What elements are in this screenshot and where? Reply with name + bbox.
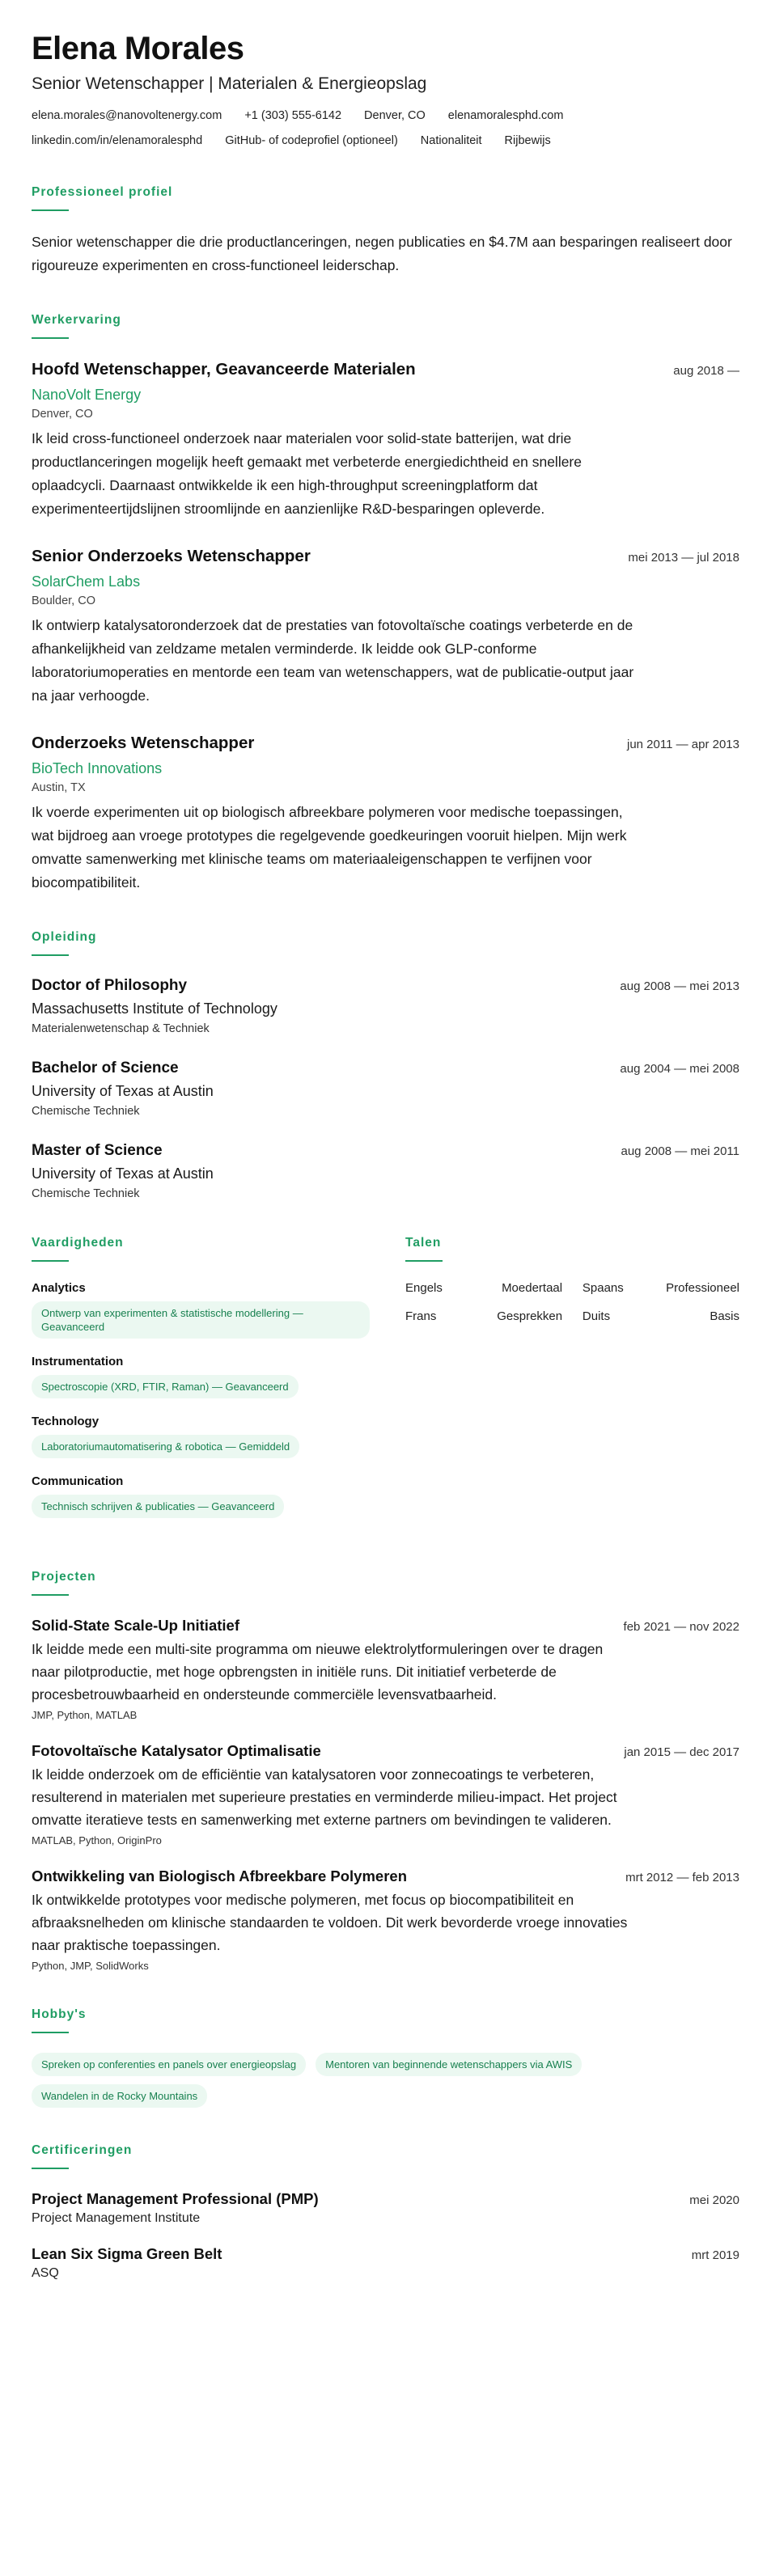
skill-category: Technology xyxy=(32,1415,100,1428)
project-description: Ik leidde onderzoek om de efficiëntie van katalysatoren voor zonnecoatings te verbeteren, resulterend in materialen met superieure prestaties en verminderde milieu-impact. Het project omvatte iteratieve tests en samenwerking met externe partners om bevindingen te valideren. xyxy=(32,1766,617,1828)
section-title-hobbies: Hobby's xyxy=(32,2007,87,2021)
resume-header xyxy=(32,29,739,150)
hobby-chip: Mentoren van beginnende wetenschappers via AWIS xyxy=(316,2053,582,2076)
job-description: Ik voerde experimenten uit op biologisch afbreekbare polymeren voor medische toepassingen, wat bijdroeg aan vroege prototypes die regelgevende goedkeuringen vooruit hielpen. Mijn werk omvatte samenwerking met klinische teams om materiaaleigenschappen te verfijnen voor biocompatibiliteit. xyxy=(32,804,627,890)
job-date: aug 2018 — xyxy=(673,364,739,378)
education-date: aug 2008 — mei 2013 xyxy=(620,979,739,993)
certification-entry xyxy=(32,2244,739,2281)
job-location: Boulder, CO xyxy=(32,594,95,607)
certification-title: Lean Six Sigma Green Belt xyxy=(32,2245,222,2262)
job-company: BioTech Innovations xyxy=(32,760,163,776)
section-divider xyxy=(32,337,69,339)
hobbies-section xyxy=(32,2007,739,2108)
contact-phone[interactable]: +1 (303) 555-6142 xyxy=(244,109,342,122)
education-degree: Master of Science xyxy=(32,1142,163,1159)
certification-entry xyxy=(32,2189,739,2226)
job-location: Austin, TX xyxy=(32,781,86,794)
project-title: Ontwikkeling van Biologisch Afbreekbare Polymeren xyxy=(32,1867,407,1884)
project-tech: MATLAB, Python, OriginPro xyxy=(32,1834,162,1846)
section-title-skills: Vaardigheden xyxy=(32,1236,124,1250)
certification-date: mei 2020 xyxy=(689,2193,739,2207)
education-school: Massachusetts Institute of Technology xyxy=(32,1000,277,1017)
project-title: Fotovoltaïsche Katalysator Optimalisatie xyxy=(32,1742,321,1759)
certification-org: Project Management Institute xyxy=(32,2211,201,2225)
language-row xyxy=(405,1281,739,1295)
section-divider xyxy=(405,1260,443,1262)
skill-group xyxy=(32,1415,370,1458)
project-entry xyxy=(32,1741,739,1846)
language-item xyxy=(405,1309,562,1323)
language-row xyxy=(405,1309,739,1323)
section-divider xyxy=(32,954,69,956)
project-tech: JMP, Python, MATLAB xyxy=(32,1709,138,1721)
job-entry xyxy=(32,545,739,708)
contact-row-primary xyxy=(32,107,739,125)
skill-group xyxy=(32,1355,370,1398)
education-entry xyxy=(32,1140,739,1200)
section-title-projects: Projecten xyxy=(32,1570,96,1584)
education-school: University of Texas at Austin xyxy=(32,1083,214,1099)
skill-chip: Laboratoriumautomatisering & robotica — Gemiddeld xyxy=(32,1435,299,1458)
section-divider xyxy=(32,209,69,211)
job-entry xyxy=(32,358,739,521)
education-school: University of Texas at Austin xyxy=(32,1165,214,1182)
skill-category: Analytics xyxy=(32,1281,86,1295)
job-date: mei 2013 — jul 2018 xyxy=(628,551,739,565)
skills-languages-row xyxy=(32,1236,739,1534)
contact-github[interactable]: GitHub- of codeprofiel (optioneel) xyxy=(225,134,398,147)
profile-section xyxy=(32,185,739,277)
language-name: Duits xyxy=(582,1309,611,1323)
section-title-languages: Talen xyxy=(405,1236,442,1250)
job-date: jun 2011 — apr 2013 xyxy=(627,738,739,751)
language-level: Gesprekken xyxy=(497,1309,563,1323)
hobby-chip: Spreken op conferenties en panels over energieopslag xyxy=(32,2053,306,2076)
skill-group xyxy=(32,1281,370,1339)
language-level: Moedertaal xyxy=(502,1281,563,1295)
project-description: Ik ontwikkelde prototypes voor medische polymeren, met focus op biocompatibiliteit en afbraaksnelheden om klinische standaarden te voldoen. Dit werk bevorderde vroege innovaties naar praktische toepassingen. xyxy=(32,1892,628,1953)
education-date: aug 2008 — mei 2011 xyxy=(621,1144,739,1158)
section-title-profile: Professioneel profiel xyxy=(32,185,173,199)
education-field: Chemische Techniek xyxy=(32,1187,140,1200)
section-divider xyxy=(32,2032,69,2033)
skill-category: Communication xyxy=(32,1474,124,1488)
project-entry xyxy=(32,1615,739,1721)
job-description: Ik ontwierp katalysatoronderzoek dat de prestaties van fotovoltaïsche coatings verbeterde en de afhankelijkheid van zeldzame metalen verminderde. Ik leidde ook GLP-conforme laboratoriumoperaties en mentorde een team van wetenschappers, wat de publicatie-output jaar na jaar verhoogde. xyxy=(32,617,634,704)
certifications-section xyxy=(32,2143,739,2281)
skills-section xyxy=(32,1236,370,1534)
section-title-education: Opleiding xyxy=(32,930,97,944)
job-company: SolarChem Labs xyxy=(32,573,141,590)
education-field: Materialenwetenschap & Techniek xyxy=(32,1022,210,1035)
section-title-experience: Werkervaring xyxy=(32,313,121,327)
education-degree: Doctor of Philosophy xyxy=(32,977,188,994)
language-name: Frans xyxy=(405,1309,437,1323)
job-entry xyxy=(32,732,739,895)
certification-date: mrt 2019 xyxy=(691,2248,739,2262)
contact-email[interactable]: elena.morales@nanovoltenergy.com xyxy=(32,109,222,122)
language-level: Professioneel xyxy=(666,1281,739,1295)
skill-chip: Spectroscopie (XRD, FTIR, Raman) — Geavanceerd xyxy=(32,1375,299,1398)
education-entry xyxy=(32,1058,739,1118)
section-divider xyxy=(32,2168,69,2169)
language-item xyxy=(582,1281,739,1295)
contact-license: Rijbewijs xyxy=(504,134,551,147)
job-company: NanoVolt Energy xyxy=(32,387,142,403)
education-date: aug 2004 — mei 2008 xyxy=(620,1062,739,1076)
contact-nationality: Nationaliteit xyxy=(420,134,482,147)
section-divider xyxy=(32,1260,69,1262)
skill-category: Instrumentation xyxy=(32,1355,124,1368)
project-description: Ik leidde mede een multi-site programma om nieuwe elektrolytformuleringen over te dragen naar pilotproductie, met hoge opbrengsten in initiële runs. Dit initiatief verbeterde de procesbetrouwbaarheid en ondersteunde commerciële levensvatbaarheid. xyxy=(32,1641,604,1703)
hobby-chip: Wandelen in de Rocky Mountains xyxy=(32,2084,207,2108)
experience-section xyxy=(32,313,739,895)
languages-section xyxy=(405,1236,739,1534)
job-description: Ik leid cross-functioneel onderzoek naar materialen voor solid-state batterijen, wat drie productlanceringen mogelijk heeft gemaakt met verbeterde energiedichtheid en snellere oplaadcycli. Daarnaast ontwikkelde ik een high-throughput screeningplatform dat experimenteertijdslijnen stroomlijnde en aanzienlijke R&D-besparingen opleverde. xyxy=(32,430,582,517)
profile-summary: Senior wetenschapper die drie productlanceringen, negen publicaties en $4.7M aan besparingen realiseert door rigoureuze experimenten en cross-functioneel leiderschap. xyxy=(32,234,732,273)
skill-group xyxy=(32,1474,370,1518)
job-title: Senior Onderzoeks Wetenschapper xyxy=(32,547,311,565)
headline: Senior Wetenschapper | Materialen & Energieopslag xyxy=(32,74,427,93)
candidate-name: Elena Morales xyxy=(32,31,244,66)
language-level: Basis xyxy=(710,1309,739,1323)
language-name: Engels xyxy=(405,1281,443,1295)
language-item xyxy=(582,1309,739,1323)
education-entry xyxy=(32,975,739,1035)
certification-org: ASQ xyxy=(32,2266,59,2280)
job-title: Onderzoeks Wetenschapper xyxy=(32,734,255,752)
project-tech: Python, JMP, SolidWorks xyxy=(32,1960,149,1972)
education-field: Chemische Techniek xyxy=(32,1105,140,1118)
job-location: Denver, CO xyxy=(32,408,93,421)
contact-row-secondary xyxy=(32,132,739,150)
job-title: Hoofd Wetenschapper, Geavanceerde Materialen xyxy=(32,360,416,379)
hobby-list xyxy=(32,2053,739,2108)
skill-chip: Ontwerp van experimenten & statistische modellering — Geavanceerd xyxy=(32,1301,370,1339)
skill-chip: Technisch schrijven & publicaties — Geavanceerd xyxy=(32,1495,284,1518)
certification-title: Project Management Professional (PMP) xyxy=(32,2190,319,2207)
contact-linkedin[interactable]: linkedin.com/in/elenamoralesphd xyxy=(32,134,203,147)
section-divider xyxy=(32,1594,69,1596)
language-name: Spaans xyxy=(582,1281,624,1295)
project-date: feb 2021 — nov 2022 xyxy=(623,1620,739,1634)
project-date: jan 2015 — dec 2017 xyxy=(624,1745,739,1759)
contact-website[interactable]: elenamoralesphd.com xyxy=(447,109,564,122)
project-date: mrt 2012 — feb 2013 xyxy=(625,1871,739,1884)
project-entry xyxy=(32,1866,739,1972)
language-item xyxy=(405,1281,562,1295)
education-degree: Bachelor of Science xyxy=(32,1060,179,1077)
project-title: Solid-State Scale-Up Initiatief xyxy=(32,1617,239,1634)
contact-location: Denver, CO xyxy=(364,109,426,122)
section-title-certifications: Certificeringen xyxy=(32,2143,133,2157)
education-section xyxy=(32,930,739,1200)
projects-section xyxy=(32,1570,739,1972)
